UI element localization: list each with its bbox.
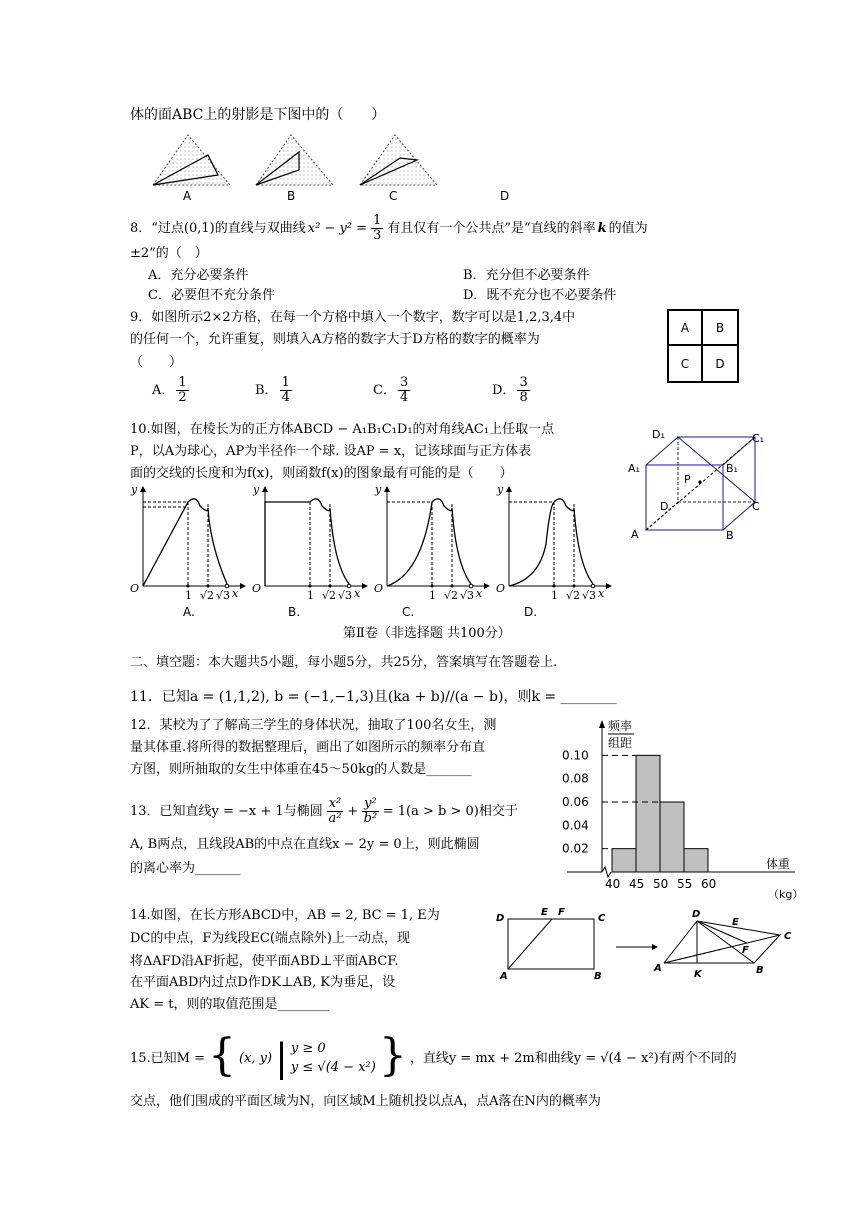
x-tick-label: 50 <box>653 877 669 891</box>
x-tick-label: 60 <box>701 877 717 891</box>
g1-x: x <box>232 587 239 600</box>
q9-option-a-frac <box>176 376 188 404</box>
q13-x2: x² <box>328 796 342 811</box>
x-tick-label: 45 <box>629 877 645 891</box>
q13-frac-y <box>362 797 379 825</box>
q10-graph-b <box>262 486 368 589</box>
q9-option-c-frac <box>398 376 410 404</box>
q14-figure <box>492 905 802 985</box>
q8-option-b: B．充分但不必要条件 <box>463 268 590 283</box>
fig2-f: F <box>742 945 749 956</box>
q13-y2: y² <box>364 796 377 811</box>
g4-t3: √3 <box>582 589 597 602</box>
fig1-a: A <box>500 971 508 982</box>
q14-line1: 14.如图，在长方形ABCD中，AB = 2, BC = 1, E为 <box>130 908 440 923</box>
q12-line1: 12．某校为了了解高三学生的身体状况，抽取了100名女生，测 <box>130 718 497 733</box>
g1-t2: √2 <box>200 589 215 602</box>
q9-option-a-label: A． <box>152 382 175 398</box>
x-axis-label: 体重 <box>766 857 791 871</box>
q9-option-d-den: 8 <box>519 389 528 405</box>
q9-option-c-num: 3 <box>399 375 409 390</box>
q15-bar: | <box>275 1036 288 1080</box>
q9-option-c-label: C． <box>373 382 396 398</box>
q9-option-d-frac <box>517 376 529 404</box>
q9-cell-b: B <box>703 311 737 346</box>
q9-option-b <box>255 376 294 404</box>
q8-frac-den: 3 <box>373 227 382 243</box>
fig1-d: D <box>496 913 505 924</box>
q15-text-b: ，直线y = mx + 2m和曲线y = √(4 − x²)有两个不同的 <box>409 1050 737 1066</box>
q12-line2: 量其体重.将所得的数据整理后，画出了如图所示的频率分布直 <box>130 740 486 755</box>
cube-label-b: B <box>726 529 734 542</box>
g4-o: O <box>496 582 506 595</box>
g2-t3: √3 <box>338 589 353 602</box>
g3-y: y <box>375 483 382 496</box>
q13-line1 <box>130 797 518 825</box>
cube-label-d: D <box>660 500 669 513</box>
fig2-d: D <box>692 909 701 920</box>
q9-option-b-frac <box>280 376 292 404</box>
q13-b2: b² <box>363 810 378 826</box>
fig2-a: A <box>654 963 662 974</box>
q9-line2: 的任何一个，允许重复，则填入A方格的数字大于D方格的数字的概率为 <box>130 332 540 347</box>
q9-grid <box>667 309 739 383</box>
q10-graph-d <box>506 486 612 589</box>
g4-x: x <box>598 587 605 600</box>
cube-label-b1: B₁ <box>726 462 738 475</box>
q10-line3: 面的交线的长度和为f(x)，则函数f(x)的图象最有可能的是（ ） <box>130 466 513 481</box>
q7-figure-c <box>360 135 437 185</box>
g3-t1: 1 <box>429 589 436 602</box>
q10-line1: 10.如图，在棱长为的正方体ABCD − A₁B₁C₁D₁的对角线AC₁上任取一点 <box>130 422 555 437</box>
q15-right-brace: } <box>378 1030 407 1081</box>
fig2-e: E <box>732 917 739 928</box>
fig1-f: F <box>558 907 565 918</box>
g3-o: O <box>374 582 384 595</box>
y-tick-label: 0.08 <box>562 771 589 786</box>
q10-label-c: C. <box>402 605 415 619</box>
y-axis-arrow <box>599 720 605 728</box>
g3-x: x <box>476 587 483 600</box>
cube-label-c1: C₁ <box>752 432 765 445</box>
q12-line3: 方图，则所抽取的女生中体重在45～50kg的人数是_______ <box>130 762 472 777</box>
y-axis-label-num: 频率 <box>608 719 633 733</box>
q8-line2: ±2”的（ ） <box>130 246 208 261</box>
q7-label-d: D <box>500 189 510 203</box>
q9-option-a <box>152 376 191 404</box>
q8-hyperbola: x² − y² = <box>307 220 368 236</box>
g1-t3: √3 <box>216 589 231 602</box>
g4-t1: 1 <box>551 589 558 602</box>
q14-line4: 在平面ABD内过点D作DK⊥AB, K为垂足，设 <box>130 975 396 990</box>
x-tick-label: 40 <box>605 877 621 891</box>
fill-blank-intro: 二、填空题：本大题共5小题，每小题5分，共25分，答案填写在答题卷上. <box>130 655 558 670</box>
q7-text: 体的面ABC上的射影是下图中的（ ） <box>130 107 386 123</box>
q9-option-b-den: 4 <box>281 389 290 405</box>
q13-frac-x <box>327 797 344 825</box>
q9-option-b-num: 1 <box>281 375 290 390</box>
fig2-c: C <box>784 931 792 942</box>
q7-label-b: B <box>287 189 296 203</box>
q8-option-d: D．既不充分也不必要条件 <box>463 288 617 303</box>
q10-graph-c <box>384 486 490 589</box>
q7-figure-a <box>153 135 230 185</box>
y-tick-label: 0.04 <box>562 818 589 833</box>
histogram-bar <box>636 755 660 872</box>
cube-label-a: A <box>631 528 639 541</box>
q9-line3: （ ） <box>130 355 183 370</box>
q10-label-d: D. <box>524 605 538 619</box>
q11-text: 11．已知a = (1,1,2), b = (−1,−1,3)且(ka + b)//(a − b)，则k = ________ <box>130 689 617 705</box>
cube-label-d1: D₁ <box>652 428 665 441</box>
g4-y: y <box>497 483 504 496</box>
g4-t2: √2 <box>566 589 581 602</box>
g2-y: y <box>253 483 260 496</box>
y-tick-label: 0.10 <box>562 748 589 763</box>
q9-option-d-label: D． <box>492 382 516 398</box>
q9-cell-a: A <box>669 311 703 346</box>
q9-option-c <box>373 376 412 404</box>
q9-option-d <box>492 376 532 404</box>
g2-t2: √2 <box>322 589 337 602</box>
q10-cube <box>628 425 768 545</box>
q10-label-a: A. <box>183 605 195 619</box>
histogram-bar <box>612 849 636 872</box>
q15-set-var: (x, y) <box>239 1050 273 1066</box>
q13-line2: A, B两点，且线段AB的中点在直线x − 2y = 0上，则此椭圆 <box>130 837 480 852</box>
q12-histogram <box>560 718 805 903</box>
q8-text-b: 有且仅有一个公共点”是“直线的斜率 <box>387 220 596 236</box>
q10-graph-a <box>140 486 246 589</box>
q8-fraction <box>371 214 383 242</box>
q7-label-a: A <box>183 189 192 203</box>
q14-line5: AK = t，则的取值范围是________ <box>130 997 330 1012</box>
q13-text-a: 13．已知直线y = −x + 1与椭圆 <box>130 803 323 819</box>
g1-t1: 1 <box>185 589 192 602</box>
q9-option-b-label: B． <box>255 382 278 398</box>
q9-cell-d: D <box>715 356 725 371</box>
y-tick-label: 0.02 <box>562 841 589 856</box>
histogram-bar <box>660 802 684 872</box>
q9-line1: 9．如图所示2×2方格，在每一个方格中填入一个数字，数字可以是1,2,3,4中 <box>130 310 576 325</box>
q8-option-a: A．充分必要条件 <box>148 268 249 283</box>
q8-option-c: C．必要但不充分条件 <box>148 288 275 303</box>
q13-plus: + <box>347 803 359 819</box>
g3-t2: √2 <box>444 589 459 602</box>
q15-left-brace: { <box>208 1030 237 1081</box>
histogram-bar <box>684 849 708 872</box>
q15-cond1: y ≥ 0 <box>290 1041 326 1056</box>
q15-text-a: 15.已知M = <box>130 1050 206 1066</box>
q15-conditions <box>291 1042 376 1074</box>
q9-option-d-num: 3 <box>519 375 528 390</box>
q15-cond2: y ≤ √(4 − x²) <box>290 1060 376 1075</box>
q8-k: k <box>597 220 607 236</box>
q7-figures <box>148 130 448 202</box>
x-tick-label: 55 <box>677 877 693 891</box>
q14-line3: 将ΔAFD沿AF折起，使平面ABD⊥平面ABCF. <box>130 954 399 969</box>
q13-text-b: = 1(a > b > 0)相交于 <box>382 803 518 819</box>
g2-o: O <box>252 582 262 595</box>
q9-option-a-num: 1 <box>178 375 187 390</box>
fig1-e: E <box>541 907 548 918</box>
q8-line1 <box>130 214 648 242</box>
q15-line2: 交点，他们围成的平面区域为N，向区域M上随机投以点A，点A落在N内的概率为 <box>130 1094 601 1109</box>
q7-figure-b <box>256 135 333 185</box>
fig2-k: K <box>694 969 702 980</box>
cube-label-c: C <box>752 500 760 513</box>
q9-option-c-den: 4 <box>399 389 409 405</box>
section-2-title: 第Ⅱ卷（非选择题 共100分） <box>343 626 511 641</box>
axis-break <box>602 867 611 877</box>
q13-line3: 的离心率为_______ <box>130 861 241 876</box>
q14-line2: DC的中点，F为线段EC(端点除外)上一动点，现 <box>130 931 410 946</box>
q13-a2: a² <box>328 810 342 826</box>
q15-line1 <box>130 1030 737 1081</box>
g2-t1: 1 <box>307 589 314 602</box>
g2-x: x <box>354 587 361 600</box>
fig1-c: C <box>598 913 606 924</box>
q8-frac-num: 1 <box>373 213 382 228</box>
y-tick-label: 0.06 <box>562 795 589 809</box>
g3-t3: √3 <box>460 589 475 602</box>
q10-label-b: B. <box>288 605 301 619</box>
fig1-b: B <box>594 971 602 982</box>
y-axis-label-den: 组距 <box>608 736 633 750</box>
q7-label-c: C <box>389 189 398 203</box>
g1-y: y <box>131 483 138 496</box>
q14-folded-figure <box>653 909 792 980</box>
q8-text-c: 的值为 <box>608 220 648 236</box>
cube-label-a1: A₁ <box>628 462 640 475</box>
q10-line2: P，以A为球心，AP为半径作一个球. 设AP = x，记该球面与正方体表 <box>130 444 532 459</box>
cube-label-p: P <box>684 473 691 486</box>
x-axis-unit: （kg） <box>768 888 804 901</box>
q9-option-a-den: 2 <box>178 389 187 405</box>
q8-text-a: 8．“过点(0,1)的直线与双曲线 <box>130 220 306 236</box>
g1-o: O <box>130 582 140 595</box>
q9-cell-c: C <box>669 346 703 381</box>
fig2-b: B <box>756 965 764 976</box>
